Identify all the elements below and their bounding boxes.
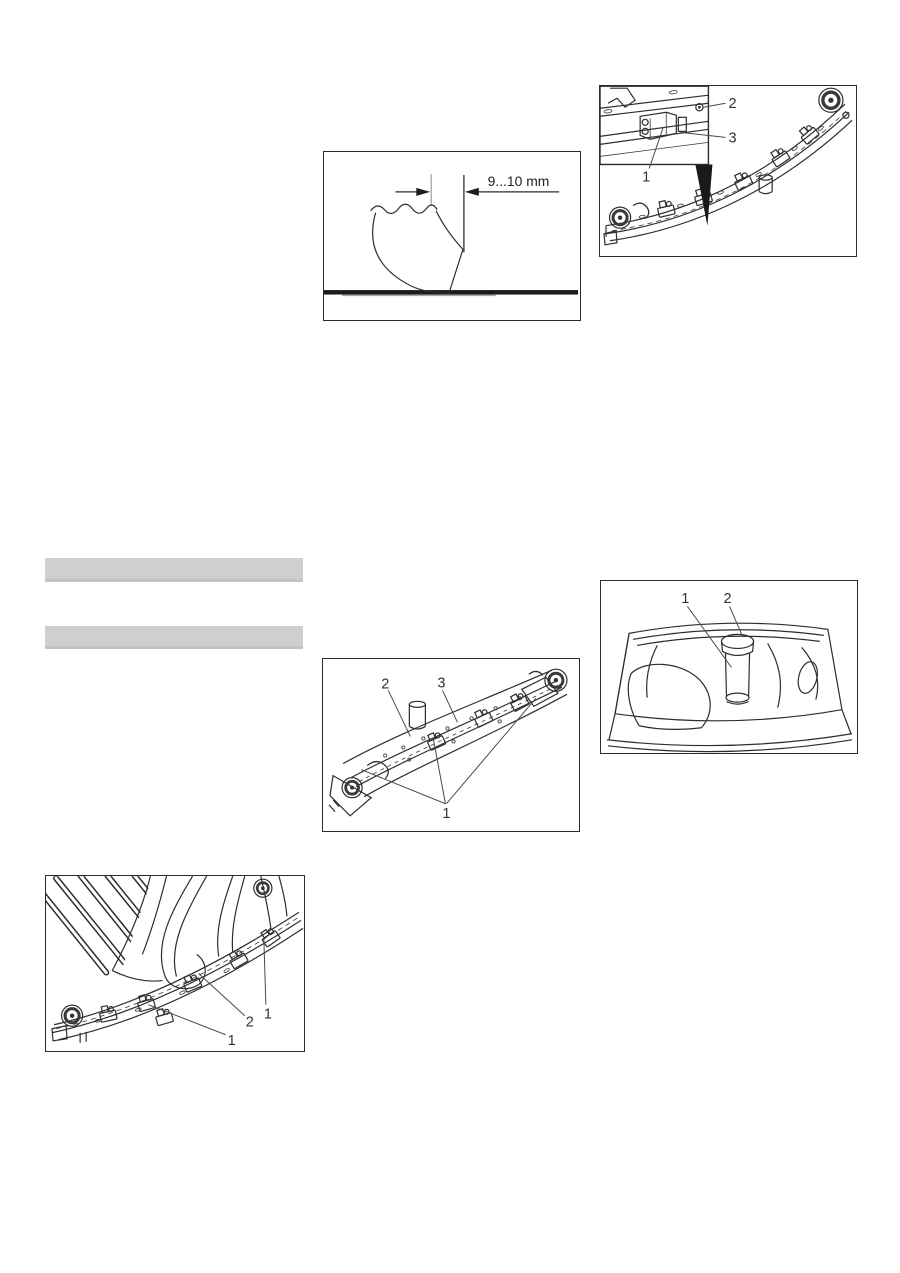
- leader-1-bottom: [148, 1005, 225, 1035]
- part-label-1: 1: [681, 591, 690, 608]
- redacted-section-header-1: [45, 558, 303, 582]
- part-label-1: 1: [263, 1006, 272, 1023]
- part-label-2: 2: [381, 676, 390, 693]
- blade-gap-drawing: [324, 152, 580, 320]
- blade-profile: [371, 204, 463, 293]
- dimension-arrow-left: [395, 188, 430, 196]
- leader-1-right: [264, 938, 266, 1004]
- suction-bar-assembly-drawing: [323, 659, 579, 831]
- leader-2: [730, 606, 743, 636]
- part-label-2: 2: [723, 591, 732, 608]
- leader-2: [388, 690, 410, 736]
- center-clamp: [425, 691, 529, 751]
- leader-3: [442, 690, 457, 722]
- leader-2: [199, 974, 245, 1016]
- part-label-2: 2: [245, 1014, 254, 1031]
- tank-shell: [607, 623, 852, 751]
- roller-right-icon: [254, 879, 272, 897]
- suction-bar-body: [343, 670, 567, 796]
- floor-line: [324, 290, 578, 296]
- suction-filter: [721, 634, 753, 704]
- part-label-1: 1: [642, 169, 651, 186]
- part-label-1: 1: [442, 805, 451, 822]
- hose-connector: [759, 175, 772, 194]
- machine-rear-drawing: [46, 876, 304, 1051]
- part-label-1b: 1: [227, 1032, 236, 1049]
- redacted-section-header-2: [45, 626, 303, 649]
- pointer-wedge: [695, 164, 712, 225]
- recovery-tank-drawing: [601, 581, 857, 753]
- part-label-3: 3: [728, 130, 737, 147]
- figure-rear-squeegee-bar: [599, 85, 857, 257]
- figure-machine-rear: [45, 875, 305, 1052]
- dimension-label: 9...10 mm: [487, 172, 550, 189]
- figure-suction-bar-assembly: [322, 658, 580, 832]
- figure-blade-gap: [323, 151, 581, 321]
- dimension-arrow-right: [465, 188, 559, 196]
- rear-squeegee-bar-drawing: [600, 86, 856, 256]
- part-label-2: 2: [728, 96, 737, 113]
- part-label-3: 3: [437, 675, 446, 692]
- figure-recovery-tank: [600, 580, 858, 754]
